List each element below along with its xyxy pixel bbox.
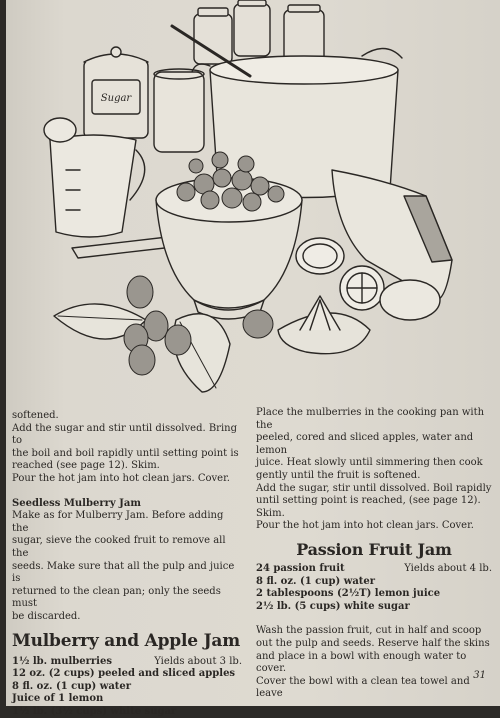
right-column [256, 407, 492, 701]
body-line: out the pulp and seeds. Reserve half the skins [256, 637, 490, 649]
glass-jar-3 [284, 5, 324, 62]
ingredient: 1½ lb. mulberries [12, 655, 112, 667]
body-line: Add the sugar, stir until dissolved. Boil rapidly [256, 482, 492, 494]
left-column [12, 410, 242, 718]
lemon-half [296, 238, 344, 274]
ingredient-row [12, 656, 242, 669]
sugar-label: Sugar [100, 93, 132, 104]
body-line: be discarded. [12, 610, 81, 622]
egg [44, 118, 76, 142]
glass-jar-4 [154, 69, 204, 152]
body-line: Wash the passion fruit, cut in half and scoop [256, 625, 482, 637]
body-line: Make as for Mulberry Jam. Before adding the [12, 510, 224, 534]
ingredient: 1½ lb. (3½ cups) white sugar [12, 705, 177, 717]
yield: Yields about 3 lb. [154, 655, 242, 667]
ingredient: 8 fl. oz. (1 cup) water [256, 575, 376, 587]
body-line: until setting point is reached, (see page 12). [256, 495, 481, 507]
continued-line: softened. [12, 410, 59, 421]
whole-lemon [380, 280, 440, 320]
yield: Yields about 4 lb. [404, 562, 492, 574]
ingredient: 8 fl. oz. (1 cup) water [12, 680, 132, 692]
sugar-canister [84, 47, 148, 138]
body-line: the boil and boil rapidly until setting point is [12, 447, 239, 459]
ingredient: Juice of 1 lemon [12, 693, 104, 705]
recipe-title-mulberry-apple: Mulberry and Apple Jam [12, 630, 241, 651]
body-line: peeled, cored and sliced apples, water and lemon [256, 432, 474, 456]
page-number: 31 [473, 670, 486, 681]
lemon-slice [340, 266, 384, 310]
body-line: Pour the hot jam into hot clean jars. Cover. [256, 520, 474, 532]
ingredient: 2½ lb. (5 cups) white sugar [256, 600, 410, 612]
glass-jar-2 [234, 0, 270, 56]
body-line: Pour the hot jam into hot clean jars. Cover. [12, 472, 230, 484]
ingredient-row [256, 563, 492, 576]
body-line: Cover the bowl with a clean tea towel and leave [256, 675, 470, 700]
body-line: seeds. Make sure that all the pulp and juice is [12, 560, 235, 585]
body-line: returned to the clean pan; only the seeds must [12, 585, 221, 610]
cookbook-page [6, 0, 500, 717]
ingredient: 12 oz. (2 cups) peeled and sliced apples [12, 668, 236, 680]
measuring-jug [48, 126, 145, 237]
ingredient: 24 passion fruit [256, 562, 345, 574]
seedless-heading: Seedless Mulberry Jam [12, 497, 141, 509]
body-line: Add the sugar and stir until dissolved. Bring to [12, 422, 237, 447]
glass-jar-1 [194, 8, 232, 64]
body-line: reached (see page 12). Skim. [12, 460, 160, 472]
body-line: sugar, sieve the cooked fruit to remove all the [12, 535, 226, 559]
ingredient: 2 tablespoons (2½T) lemon juice [256, 588, 441, 600]
recipe-title-passion-fruit: Passion Fruit Jam [296, 539, 452, 559]
body-line: Skim. [256, 507, 285, 519]
body-line: Place the mulberries in the cooking pan with the [256, 407, 485, 431]
kitchen-illustration [6, 0, 500, 400]
body-line: gently until the fruit is softened. [256, 469, 421, 481]
body-line: juice. Heat slowly until simmering then cook [256, 457, 483, 469]
body-line: and place in a bowl with enough water to cover. [256, 650, 467, 675]
